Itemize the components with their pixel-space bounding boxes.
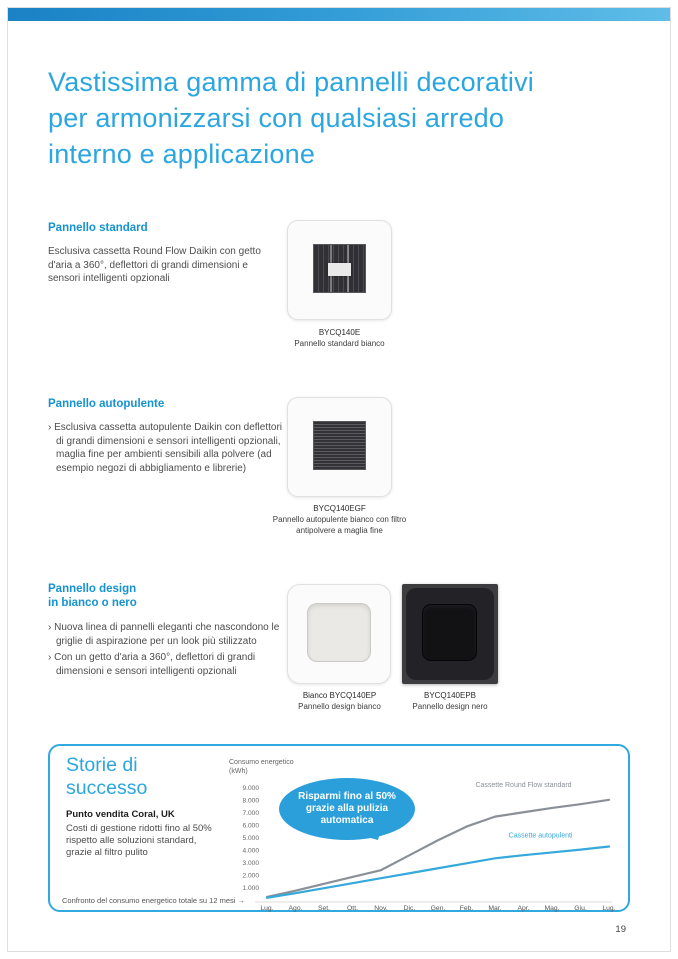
svg-text:3.000: 3.000 — [242, 859, 259, 867]
svg-text:Cassette Round Flow standard: Cassette Round Flow standard — [475, 781, 572, 789]
product-code-standard: BYCQ140E — [318, 328, 361, 337]
section-heading-design — [48, 582, 137, 610]
svg-text:Apr.: Apr. — [517, 905, 530, 912]
product-caption-design-white: Pannello design bianco — [298, 702, 381, 711]
panel-image-autopulente — [287, 397, 392, 497]
design-panel-black — [406, 588, 494, 680]
panel-image-standard — [287, 220, 392, 320]
page-title-line-3: interno e applicazione — [48, 139, 316, 169]
svg-text:9.000: 9.000 — [242, 785, 259, 793]
svg-text:Cassette autopulenti: Cassette autopulenti — [508, 832, 573, 840]
product-caption-design-black: Pannello design nero — [412, 702, 488, 711]
svg-text:Set.: Set. — [317, 905, 331, 912]
success-box-title — [66, 754, 147, 800]
product-code-design-black: BYCQ140EPB — [423, 691, 477, 700]
section-body-standard: Esclusiva cassetta Round Flow Daikin con getto d'aria a 360°, deflettori di grandi dimensioni e sensori intelligenti opzionali — [48, 246, 261, 284]
panel-image-design-black — [402, 584, 498, 684]
bullet-item: › Con un getto d'aria a 360°, deflettori di grandi dimensioni e sensori intelligenti opzionali — [48, 652, 256, 677]
section-heading-design-line-1: Pannello design — [48, 583, 137, 595]
section-body-autopulente — [48, 421, 283, 478]
panel-image-design-white — [287, 584, 391, 684]
cassette-center-chip — [328, 263, 351, 276]
section-heading-autopulente: Pannello autopulente — [48, 398, 165, 410]
design-panel-inner-black — [423, 605, 476, 659]
caption-design-black — [396, 690, 504, 712]
energy-consumption-chart — [227, 754, 622, 912]
svg-text:Mag.: Mag. — [544, 905, 560, 912]
svg-text:Feb.: Feb. — [459, 905, 474, 912]
svg-text:1.000: 1.000 — [242, 884, 259, 892]
svg-text:Consumo energetico: Consumo energetico — [229, 759, 294, 766]
svg-text:8.000: 8.000 — [242, 797, 259, 805]
success-box-title-line-2: successo — [66, 777, 148, 799]
bullet-item: › Nuova linea di pannelli eleganti che nascondono le griglie di aspirazione per un look più stilizzato — [48, 622, 280, 647]
svg-text:6.000: 6.000 — [242, 822, 259, 830]
design-panel-inner-white — [308, 604, 369, 662]
svg-text:Ago.: Ago. — [288, 905, 303, 912]
page-title — [48, 64, 534, 172]
section-body-design — [48, 621, 286, 681]
caption-autopulente — [257, 503, 422, 536]
top-accent-bar — [8, 8, 670, 21]
page-title-line-2: per armonizzarsi con qualsiasi arredo — [48, 103, 505, 133]
svg-text:Lug.: Lug. — [602, 905, 616, 912]
chart-footnote: Confronto del consumo energetico totale su 12 mesi → — [62, 896, 246, 905]
savings-callout-bubble: Risparmi fino al 50% grazie alla pulizia automatica — [279, 778, 415, 840]
svg-text:Gen.: Gen. — [430, 905, 446, 912]
svg-text:7.000: 7.000 — [242, 810, 259, 818]
product-code-autopulente: BYCQ140EGF — [313, 504, 366, 513]
page-title-line-1: Vastissima gamma di pannelli decorativi — [48, 67, 535, 97]
svg-text:Nov.: Nov. — [374, 905, 388, 912]
cassette-grille-mesh — [313, 421, 367, 470]
case-study-title: Punto vendita Coral, UK — [66, 809, 175, 820]
svg-text:Dic.: Dic. — [403, 905, 416, 912]
svg-text:(kWh): (kWh) — [229, 768, 248, 775]
product-caption-autopulente: Pannello autopulente bianco con filtro antipolvere a maglia fine — [272, 515, 407, 535]
page-number: 19 — [615, 924, 626, 935]
caption-standard — [252, 327, 427, 349]
svg-text:Mar.: Mar. — [488, 905, 502, 912]
section-heading-standard: Pannello standard — [48, 222, 148, 234]
svg-text:Giu.: Giu. — [574, 905, 587, 912]
success-box-title-line-1: Storie di — [66, 754, 138, 776]
svg-text:2.000: 2.000 — [242, 872, 259, 880]
product-caption-standard: Pannello standard bianco — [294, 339, 385, 348]
success-stories-box — [48, 744, 630, 912]
product-code-design-white: Bianco BYCQ140EP — [302, 691, 377, 700]
svg-text:Ott.: Ott. — [347, 905, 358, 912]
bullet-item: › Esclusiva cassetta autopulente Daikin con deflettori di grandi dimensioni e sensori intelligenti opzionali, maglia fine per ambienti sensibili alla polvere (ad esempio negozi di abbigliamento e librerie) — [48, 422, 283, 474]
case-study-text: Costi di gestione ridotti fino al 50% rispetto alle soluzioni standard, grazie al filtro pulito — [66, 823, 212, 858]
svg-text:5.000: 5.000 — [242, 834, 259, 842]
svg-text:4.000: 4.000 — [242, 847, 259, 855]
section-heading-design-line-2: in bianco o nero — [48, 597, 137, 609]
svg-text:Lug.: Lug. — [260, 905, 274, 912]
